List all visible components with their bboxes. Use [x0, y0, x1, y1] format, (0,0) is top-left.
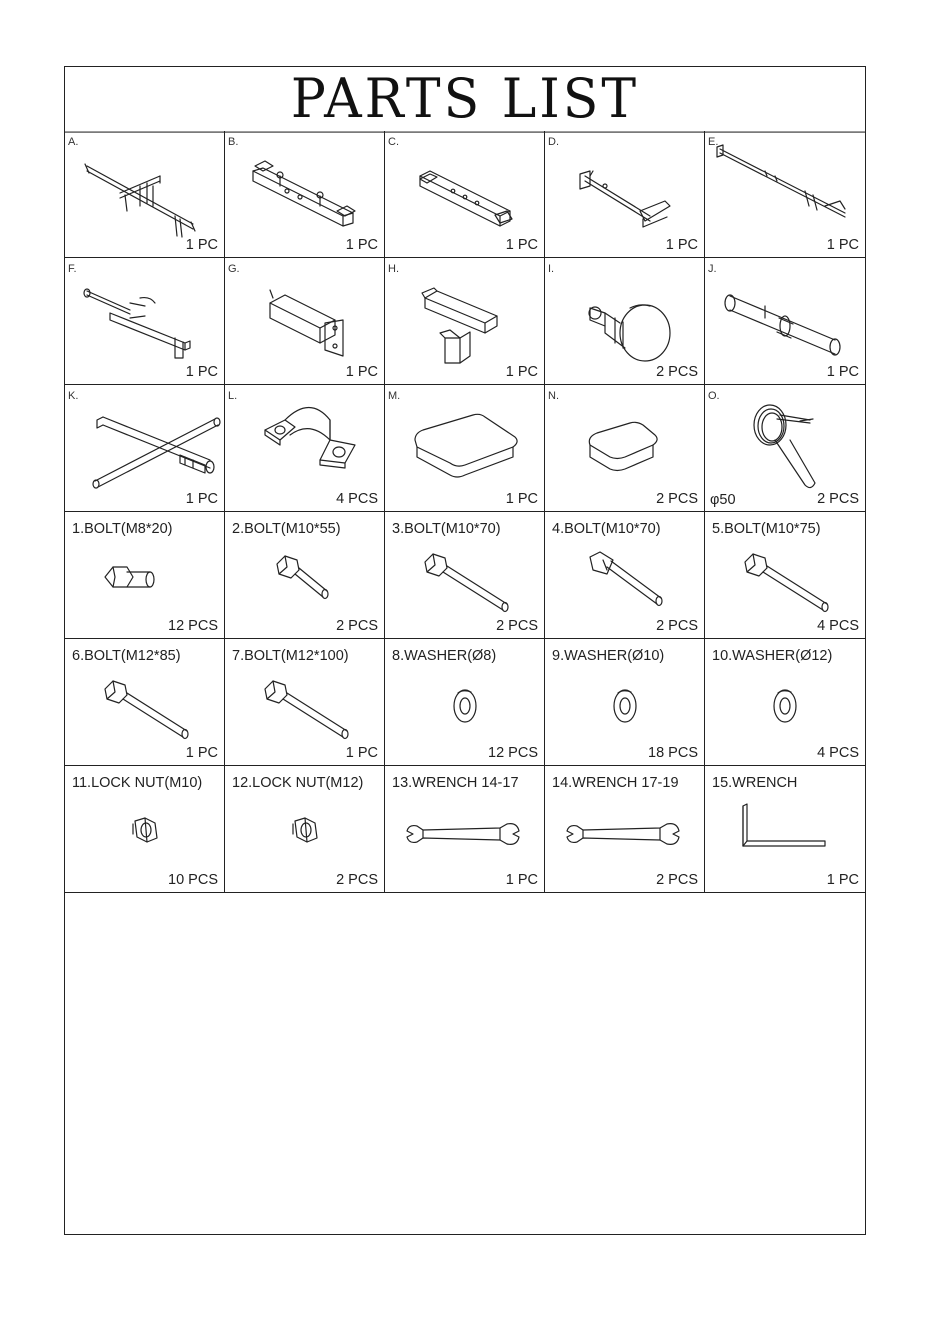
- part-cell: [65, 131, 225, 258]
- part-cell: [385, 385, 545, 512]
- item-label: 7.BOLT(M12*100): [232, 648, 349, 664]
- item-label: 8.WASHER(Ø8): [392, 648, 497, 664]
- quantity-label: 2 PCS: [496, 618, 538, 634]
- part-cell: [225, 385, 385, 512]
- item-label: 1.BOLT(M8*20): [72, 521, 173, 537]
- part-cell: [385, 131, 545, 258]
- hardware-cell: [225, 766, 385, 893]
- part-cell: [545, 385, 705, 512]
- hardware-cell: [225, 512, 385, 639]
- quantity-label: 2 PCS: [656, 618, 698, 634]
- item-label: M.: [388, 390, 401, 402]
- quantity-label: 1 PC: [505, 872, 538, 888]
- part-cell: [65, 258, 225, 385]
- quantity-label: 1 PC: [185, 745, 218, 761]
- item-label: 5.BOLT(M10*75): [712, 521, 821, 537]
- item-label: 12.LOCK NUT(M12): [232, 775, 364, 791]
- quantity-label: 12 PCS: [488, 745, 538, 761]
- hardware-cell: [65, 639, 225, 766]
- part-cell: [385, 258, 545, 385]
- item-label: 15.WRENCH: [712, 775, 798, 791]
- item-label: 3.BOLT(M10*70): [392, 521, 501, 537]
- quantity-label: 18 PCS: [648, 745, 698, 761]
- quantity-label: 1 PC: [185, 491, 218, 507]
- quantity-label: 1 PC: [826, 872, 859, 888]
- quantity-label: 1 PC: [505, 491, 538, 507]
- part-cell: [705, 131, 865, 258]
- quantity-label: 1 PC: [826, 364, 859, 380]
- hardware-cell: [705, 766, 865, 893]
- item-label: E.: [708, 136, 719, 148]
- item-label: D.: [548, 136, 559, 148]
- quantity-label: 2 PCS: [336, 618, 378, 634]
- hardware-cell: [225, 639, 385, 766]
- item-label: B.: [228, 136, 239, 148]
- parts-list-sheet: [64, 66, 866, 1235]
- item-label: G.: [228, 263, 240, 275]
- quantity-label: 1 PC: [185, 364, 218, 380]
- quantity-label: 1 PC: [665, 237, 698, 253]
- quantity-label: 2 PCS: [656, 491, 698, 507]
- hardware-cell: [385, 639, 545, 766]
- item-label: L.: [228, 390, 238, 402]
- item-label: 4.BOLT(M10*70): [552, 521, 661, 537]
- item-label: O.: [708, 390, 720, 402]
- quantity-label: 1 PC: [185, 237, 218, 253]
- item-label: 14.WRENCH 17-19: [552, 775, 679, 791]
- hardware-cell: [545, 639, 705, 766]
- item-label: N.: [548, 390, 559, 402]
- diameter-label: φ50: [710, 492, 736, 508]
- hardware-cell: [65, 766, 225, 893]
- quantity-label: 1 PC: [345, 745, 378, 761]
- part-cell: [545, 131, 705, 258]
- hardware-cell: [705, 639, 865, 766]
- quantity-label: 4 PCS: [336, 491, 378, 507]
- part-cell: [225, 131, 385, 258]
- item-label: 2.BOLT(M10*55): [232, 521, 341, 537]
- hardware-cell: [705, 512, 865, 639]
- parts-grid: [65, 131, 865, 893]
- part-cell: [705, 258, 865, 385]
- hardware-cell: [385, 512, 545, 639]
- item-label: I.: [548, 263, 555, 275]
- item-label: 9.WASHER(Ø10): [552, 648, 665, 664]
- hardware-cell: [545, 766, 705, 893]
- quantity-label: 1 PC: [345, 237, 378, 253]
- item-label: A.: [68, 136, 79, 148]
- part-cell: [705, 385, 865, 512]
- item-label: 10.WASHER(Ø12): [712, 648, 833, 664]
- part-cell: [65, 385, 225, 512]
- hardware-cell: [65, 512, 225, 639]
- quantity-label: 10 PCS: [168, 872, 218, 888]
- quantity-label: 1 PC: [505, 364, 538, 380]
- quantity-label: 2 PCS: [656, 364, 698, 380]
- page-title: PARTS LIST: [65, 65, 865, 132]
- quantity-label: 1 PC: [505, 237, 538, 253]
- quantity-label: 1 PC: [345, 364, 378, 380]
- item-label: 13.WRENCH 14-17: [392, 775, 519, 791]
- item-label: H.: [388, 263, 399, 275]
- item-label: F.: [68, 263, 77, 275]
- quantity-label: 4 PCS: [817, 618, 859, 634]
- quantity-label: 4 PCS: [817, 745, 859, 761]
- blank-area: [65, 893, 865, 1238]
- hardware-cell: [545, 512, 705, 639]
- item-label: C.: [388, 136, 399, 148]
- quantity-label: 1 PC: [826, 237, 859, 253]
- item-label: 6.BOLT(M12*85): [72, 648, 181, 664]
- part-cell: [545, 258, 705, 385]
- item-label: 11.LOCK NUT(M10): [72, 775, 203, 791]
- item-label: K.: [68, 390, 79, 402]
- item-label: J.: [708, 263, 717, 275]
- hardware-cell: [385, 766, 545, 893]
- quantity-label: 2 PCS: [817, 491, 859, 507]
- quantity-label: 2 PCS: [656, 872, 698, 888]
- quantity-label: 12 PCS: [168, 618, 218, 634]
- quantity-label: 2 PCS: [336, 872, 378, 888]
- part-cell: [225, 258, 385, 385]
